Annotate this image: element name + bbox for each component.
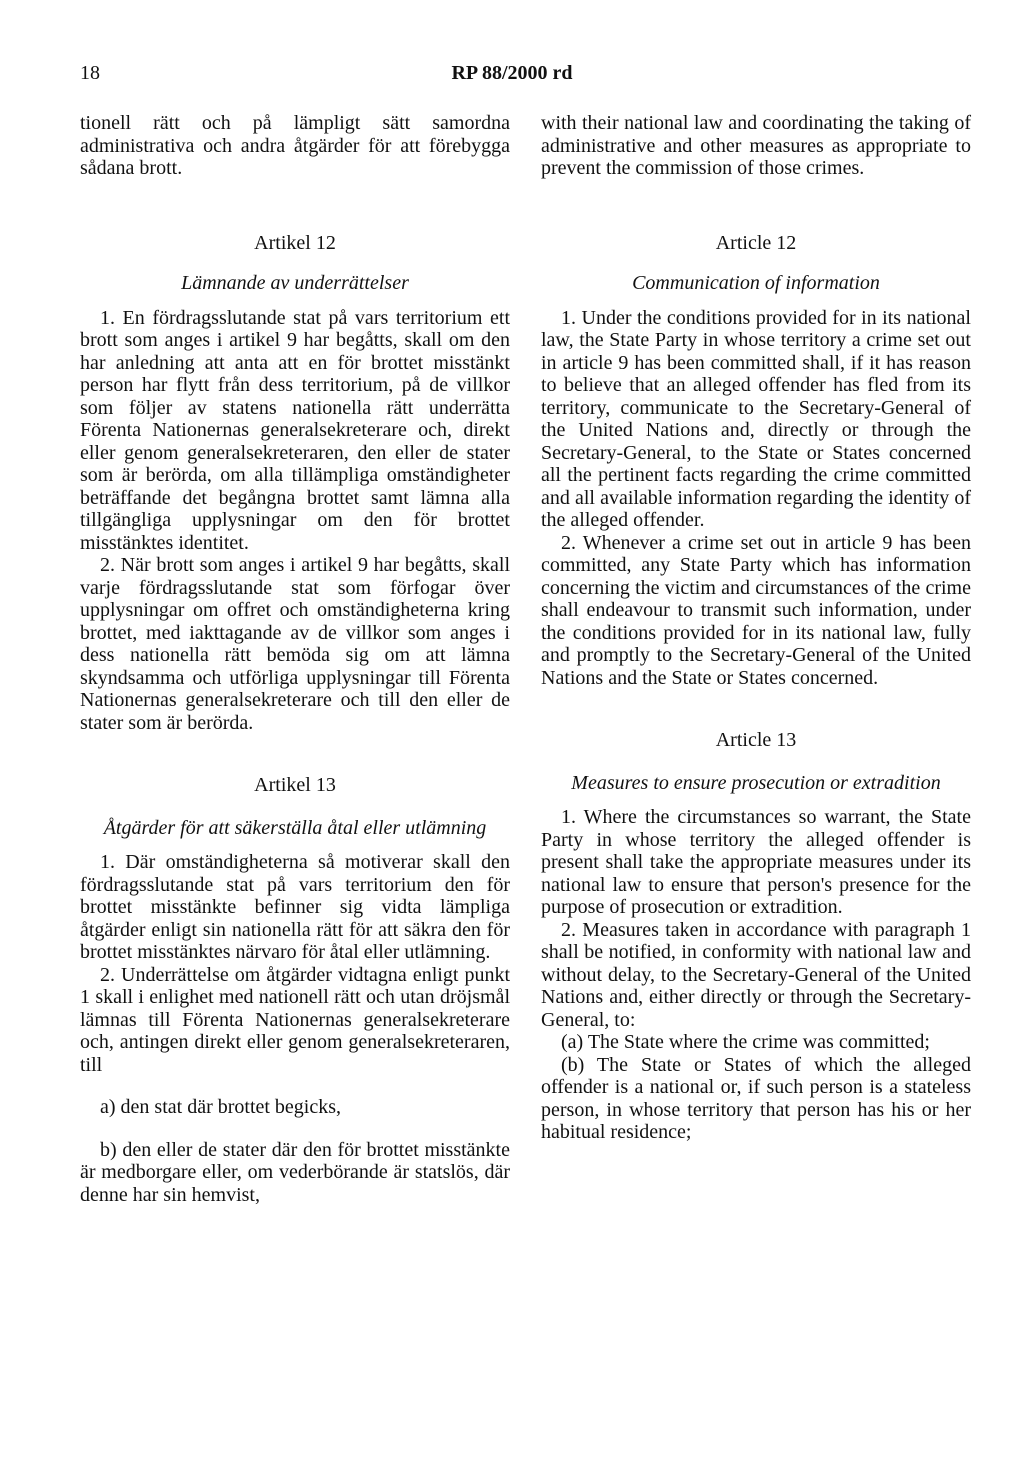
- page-header: [0, 62, 1024, 96]
- en-article-12-paragraph-1: 1. Under the conditions provided for in its national law, the State Party in whose territory a crime set out in article 9 has been committed shall, if it has reason to believe that an alleged offender has fled from its territory, communicate to the Secretary-General of the United Nations and, directly or through the Secretary-General, to the State or States concerned all the pertinent facts regarding the crime committed and all available information regarding the identity of the alleged offender.: [541, 306, 971, 531]
- sv-article-12-paragraph-2: 2. När brott som anges i artikel 9 har begåtts, skall varje fördragsslutande stat som förfogar över upplysningar om offret och omständigheterna kring brottet, med iakttagande av de villkor som anges i dess nationella rätt bemöda sig om att lämna skyndsamma och utförliga upplysningar till Förenta Nationernas generalsekreterare och till den eller de stater som är berörda.: [80, 554, 510, 734]
- page-number: 18: [80, 62, 100, 84]
- sv-article-13-item-a: a) den stat där brottet begicks,: [100, 1096, 342, 1118]
- swedish-column: [80, 112, 510, 1206]
- sv-article-12-title: Lämnande av underrättelser: [181, 272, 409, 294]
- sv-article-13-title: Åtgärder för att säkerställa åtal eller utlämning: [103, 816, 487, 839]
- en-article-13-paragraph-1: 1. Where the circumstances so warrant, the State Party in whose territory the alleged offender is present shall take the appropriate measures under its national law to ensure that person's presence for the purpose of prosecution or extradition.: [541, 806, 971, 918]
- sv-article-12-paragraph-1: 1. En fördragsslutande stat på vars territorium ett brott som anges i artikel 9 har begåtts, skall om den har anledning att anta att en för brottet misstänkt person har flytt från dess territorium, på de villkor som följer av statens nationella rätt underrätta Förenta Nationernas generalsekreterare och, direkt eller genom generalsekreteraren, den eller de stater som är berörda, om alla tillämpliga omständigheter beträffande det begångna brottet samt lämna alla tillgängliga upplysningar om den för brottet misstänktes identitet.: [80, 306, 510, 554]
- en-article-12-title: Communication of information: [632, 272, 880, 294]
- en-article-13-item-b: (b) The State or States of which the alleged offender is a national or, if such person is a stateless person, in whose territory that person has his or her habitual residence;: [541, 1053, 971, 1143]
- sv-intro-paragraph: tionell rätt och på lämpligt sätt samordna administrativa och andra åtgärder för att förebygga sådana brott.: [80, 112, 510, 179]
- english-column: [541, 112, 971, 1144]
- sv-article-13-paragraph-1: 1. Där omständigheterna så motiverar skall den fördragsslutande stat på vars territorium den för brottet misstänkte befinner sig vidta lämpliga åtgärder enligt sin nationella rätt för att säkra den för brottet misstänktes närvaro för åtal eller utlämning.: [80, 851, 510, 963]
- sv-article-13-heading: Artikel 13: [254, 774, 336, 796]
- en-article-12-paragraph-2: 2. Whenever a crime set out in article 9 has been committed, any State Party which has information concerning the victim and circumstances of the crime shall endeavour to transmit such information, under the conditions provided for in its national law, fully and promptly to the Secretary-General of the United Nations and the State or States concerned.: [541, 531, 971, 689]
- en-intro-paragraph: with their national law and coordinating the taking of administrative and other measures as appropriate to prevent the commission of those crimes.: [541, 112, 971, 179]
- en-article-13-item-a: (a) The State where the crime was committed;: [561, 1031, 930, 1053]
- en-article-13-paragraph-2: 2. Measures taken in accordance with paragraph 1 shall be notified, in conformity with national law and without delay, to the Secretary-General of the United Nations and, either directly or through the Secretary-General, to:: [541, 918, 971, 1031]
- en-article-13-title: Measures to ensure prosecution or extradition: [571, 771, 941, 794]
- en-article-13-heading: Article 13: [715, 729, 797, 751]
- en-article-12-heading: Article 12: [715, 231, 797, 254]
- sv-article-13-item-b: b) den eller de stater där den för brottet misstänkte är medborgare eller, om vederbörande är statslös, där denne har sin hemvist,: [80, 1138, 510, 1206]
- sv-article-13-paragraph-2: 2. Underrättelse om åtgärder vidtagna enligt punkt 1 skall i enlighet med nationell rätt och utan dröjsmål lämnas till Förenta Nationernas generalsekreterare och, antingen direkt eller genom generalsekreteraren, till: [80, 963, 510, 1076]
- document-id: RP 88/2000 rd: [451, 62, 573, 84]
- sv-article-12-heading: Artikel 12: [254, 231, 336, 254]
